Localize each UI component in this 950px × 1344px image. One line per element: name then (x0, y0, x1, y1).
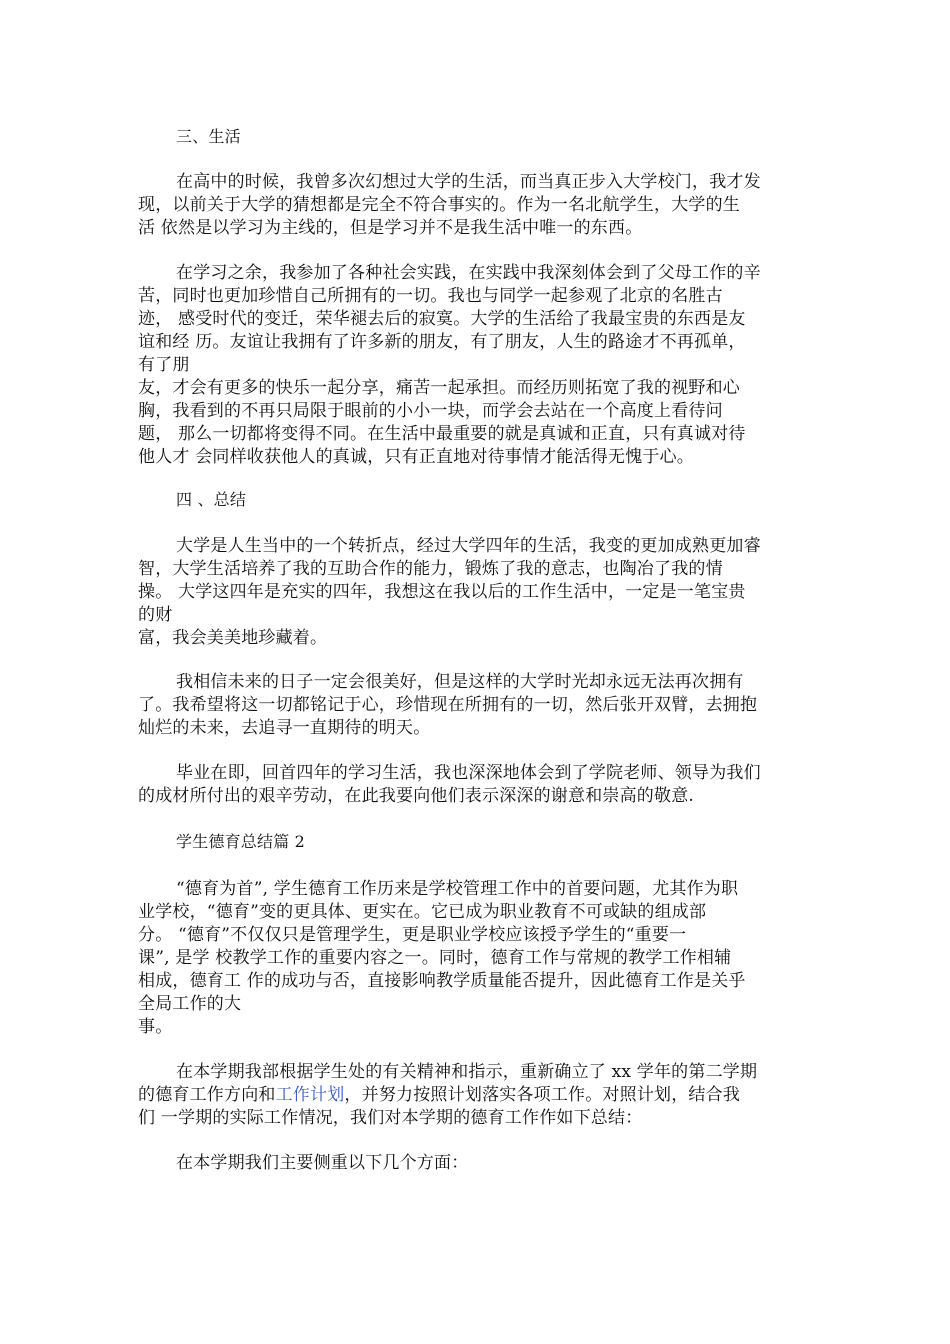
paragraph-line: 在本学期我部根据学生处的有关精神和指示，重新确立了 xx 学年的第二学期 (176, 1062, 758, 1082)
paragraph-line: 们 一学期的实际工作情况，我们对本学期的德育工作作如下总结： (138, 1108, 643, 1128)
paragraph-line: 在学习之余，我参加了各种社会实践，在实践中我深刻体会到了父母工作的辛 (176, 263, 761, 283)
paragraph-line: 毕业在即，回首四年的学习生活，我也深深地体会到了学院老师、领导为我们 (176, 763, 761, 783)
paragraph-line: 现，以前关于大学的猜想都是完全不符合事实的。作为一名北航学生，大学的生 (138, 195, 740, 215)
paragraph-line: 了。我希望将这一切都铭记于心，珍惜现在所拥有的一切，然后张开双臂，去拥抱 (138, 695, 758, 715)
paragraph-line: 相成，德育工 作的成功与否，直接影响教学质量能否提升，因此德育工作是关乎 (138, 971, 746, 991)
paragraph-line (138, 1084, 740, 1106)
section-heading-life: 三、生活 (176, 127, 241, 146)
paragraph-line: 他人才 会同样收获他人的真诚，只有正直地对待事情才能活得无愧于心。 (138, 447, 695, 467)
paragraph-line: 事。 (138, 1017, 173, 1037)
section-heading-summary: 四 、总结 (176, 490, 247, 509)
paragraph-line: 胸，我看到的不再只局限于眼前的小小一块，而学会去站在一个高度上看待问 (138, 401, 723, 421)
paragraph-line: 业学校，“德育”变的更具体、更实在。它已成为职业教育不可或缺的组成部 (138, 902, 707, 922)
paragraph-line: 的成材所付出的艰辛劳动，在此我要向他们表示深深的谢意和崇高的敬意. (138, 786, 695, 806)
paragraph-line: 在本学期我们主要侧重以下几个方面： (176, 1153, 469, 1173)
article-title: 学生德育总结篇 2 (176, 832, 306, 851)
paragraph-line: 迹， 感受时代的变迁，荣华褪去后的寂寞。大学的生活给了我最宝贵的东西是友 (138, 309, 746, 329)
paragraph-line: 我相信未来的日子一定会很美好，但是这样的大学时光却永远无法再次拥有 (176, 672, 744, 692)
paragraph-text: ，并努力按照计划落实各项工作。对照计划，结合我 (344, 1085, 741, 1105)
paragraph-line: 的财 (138, 605, 173, 625)
paragraph-line: 题， 那么一切都将变得不同。在生活中最重要的就是真诚和正直，只有真诚对待 (138, 424, 746, 444)
paragraph-line: 大学是人生当中的一个转折点，经过大学四年的生活，我变的更加成熟更加睿 (176, 536, 761, 556)
paragraph-line: 分。 “德育”不仅仅只是管理学生，更是职业学校应该授予学生的“重要一 (138, 925, 687, 945)
paragraph-line: 苦，同时也更加珍惜自己所拥有的一切。我也与同学一起参观了北京的名胜古 (138, 286, 723, 306)
paragraph-line: 友，才会有更多的快乐一起分享，痛苦一起承担。而经历则拓宽了我的视野和心 (138, 378, 740, 398)
paragraph-line: 灿烂的未来，去追寻一直期待的明天。 (138, 718, 431, 738)
paragraph-line: 全局工作的大 (138, 994, 242, 1014)
paragraph-line: 操。 大学这四年是充实的四年，我想这在我以后的工作生活中，一定是一笔宝贵 (138, 582, 746, 602)
work-plan-link[interactable]: 工作计划 (275, 1085, 345, 1105)
paragraph-line: 智，大学生活培养了我的互助合作的能力，锻炼了我的意志，也陶冶了我的情 (138, 559, 723, 579)
paragraph-line: 课”, 是学 校教学工作的重要内容之一。同时，德育工作与常规的教学工作相辅 (138, 948, 732, 968)
paragraph-line: 富，我会美美地珍藏着。 (138, 628, 328, 648)
paragraph-line: 在高中的时候，我曾多次幻想过大学的生活，而当真正步入大学校门，我才发 (176, 172, 761, 192)
paragraph-line: “德育为首”, 学生德育工作历来是学校管理工作中的首要问题，尤其作为职 (176, 879, 739, 899)
paragraph-line: 活 依然是以学习为主线的，但是学习并不是我生活中唯一的东西。 (138, 218, 643, 238)
paragraph-line: 谊和经 历。友谊让我拥有了许多新的朋友，有了朋友，人生的路途才不再孤单， (138, 332, 746, 352)
paragraph-text: 的德育工作方向和 (138, 1085, 276, 1105)
paragraph-line: 有了朋 (138, 355, 190, 375)
